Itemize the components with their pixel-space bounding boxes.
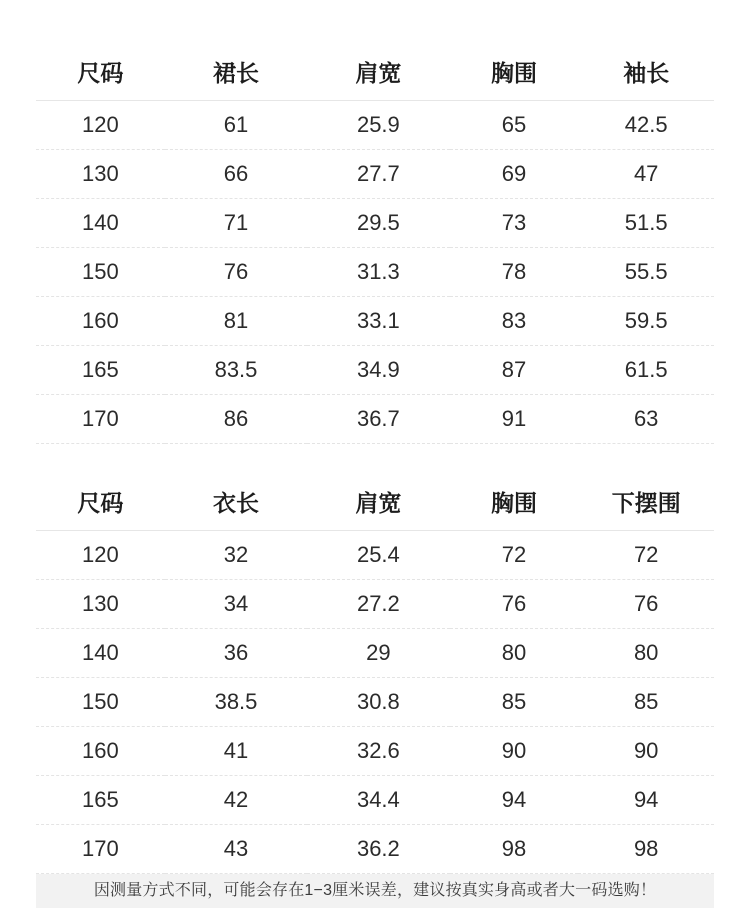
top-spacer [36,0,714,42]
cell-size: 170 [36,395,165,444]
table-header-row [36,472,714,531]
top-size-table [36,472,714,874]
table-row [36,825,714,874]
cell-shoulder: 33.1 [307,297,449,346]
cell-skirt-length: 61 [165,101,307,150]
top-size-table-head [36,472,714,531]
cell-size: 130 [36,580,165,629]
cell-size: 165 [36,776,165,825]
dress-size-table [36,42,714,444]
cell-sleeve: 63 [578,395,714,444]
table-row [36,580,714,629]
cell-size: 140 [36,629,165,678]
cell-size: 160 [36,727,165,776]
cell-size: 165 [36,346,165,395]
cell-shoulder: 31.3 [307,248,449,297]
cell-sleeve: 55.5 [578,248,714,297]
cell-sleeve: 61.5 [578,346,714,395]
cell-sleeve: 59.5 [578,297,714,346]
cell-top-length: 43 [165,825,307,874]
cell-hem: 85 [578,678,714,727]
table-row [36,395,714,444]
table-row [36,776,714,825]
cell-bust: 87 [450,346,579,395]
top-size-table-body [36,531,714,874]
cell-sleeve: 51.5 [578,199,714,248]
cell-size: 150 [36,248,165,297]
cell-top-length: 32 [165,531,307,580]
cell-shoulder: 36.7 [307,395,449,444]
cell-top-length: 34 [165,580,307,629]
cell-size: 140 [36,199,165,248]
cell-shoulder: 27.7 [307,150,449,199]
cell-shoulder: 29 [307,629,449,678]
cell-hem: 76 [578,580,714,629]
cell-shoulder: 29.5 [307,199,449,248]
cell-top-length: 38.5 [165,678,307,727]
measurement-note: 因测量方式不同，可能会存在1−3厘米误差，建议按真实身高或者大一码选购！ [36,874,714,908]
cell-size: 150 [36,678,165,727]
table-row [36,346,714,395]
cell-skirt-length: 76 [165,248,307,297]
cell-bust: 78 [450,248,579,297]
cell-bust: 98 [450,825,579,874]
cell-shoulder: 27.2 [307,580,449,629]
cell-hem: 80 [578,629,714,678]
table-gap [36,444,714,472]
table-row [36,297,714,346]
column-header-skirt-length: 裙长 [165,42,307,101]
cell-top-length: 36 [165,629,307,678]
cell-bust: 90 [450,727,579,776]
table-row [36,199,714,248]
cell-skirt-length: 86 [165,395,307,444]
cell-bust: 72 [450,531,579,580]
column-header-sleeve: 袖长 [578,42,714,101]
cell-bust: 73 [450,199,579,248]
cell-hem: 72 [578,531,714,580]
cell-size: 170 [36,825,165,874]
cell-bust: 76 [450,580,579,629]
cell-shoulder: 34.4 [307,776,449,825]
column-header-bust: 胸围 [450,42,579,101]
table-row [36,150,714,199]
cell-bust: 85 [450,678,579,727]
dress-size-table-body [36,101,714,444]
table-row [36,629,714,678]
column-header-shoulder: 肩宽 [307,42,449,101]
cell-bust: 94 [450,776,579,825]
cell-size: 160 [36,297,165,346]
cell-shoulder: 36.2 [307,825,449,874]
cell-skirt-length: 83.5 [165,346,307,395]
cell-bust: 80 [450,629,579,678]
cell-sleeve: 42.5 [578,101,714,150]
cell-skirt-length: 71 [165,199,307,248]
table-row [36,101,714,150]
cell-bust: 65 [450,101,579,150]
cell-hem: 94 [578,776,714,825]
column-header-hem: 下摆围 [578,472,714,531]
column-header-shoulder: 肩宽 [307,472,449,531]
cell-shoulder: 34.9 [307,346,449,395]
cell-size: 120 [36,531,165,580]
dress-size-table-head [36,42,714,101]
cell-top-length: 41 [165,727,307,776]
cell-bust: 83 [450,297,579,346]
cell-shoulder: 32.6 [307,727,449,776]
cell-skirt-length: 66 [165,150,307,199]
cell-top-length: 42 [165,776,307,825]
table-header-row [36,42,714,101]
cell-hem: 98 [578,825,714,874]
table-row [36,678,714,727]
cell-bust: 91 [450,395,579,444]
cell-bust: 69 [450,150,579,199]
cell-size: 120 [36,101,165,150]
cell-skirt-length: 81 [165,297,307,346]
table-row [36,727,714,776]
column-header-size: 尺码 [36,472,165,531]
cell-size: 130 [36,150,165,199]
column-header-size: 尺码 [36,42,165,101]
cell-shoulder: 25.4 [307,531,449,580]
table-row [36,248,714,297]
table-row [36,531,714,580]
column-header-bust: 胸围 [450,472,579,531]
cell-shoulder: 30.8 [307,678,449,727]
cell-sleeve: 47 [578,150,714,199]
column-header-top-length: 衣长 [165,472,307,531]
cell-shoulder: 25.9 [307,101,449,150]
cell-hem: 90 [578,727,714,776]
